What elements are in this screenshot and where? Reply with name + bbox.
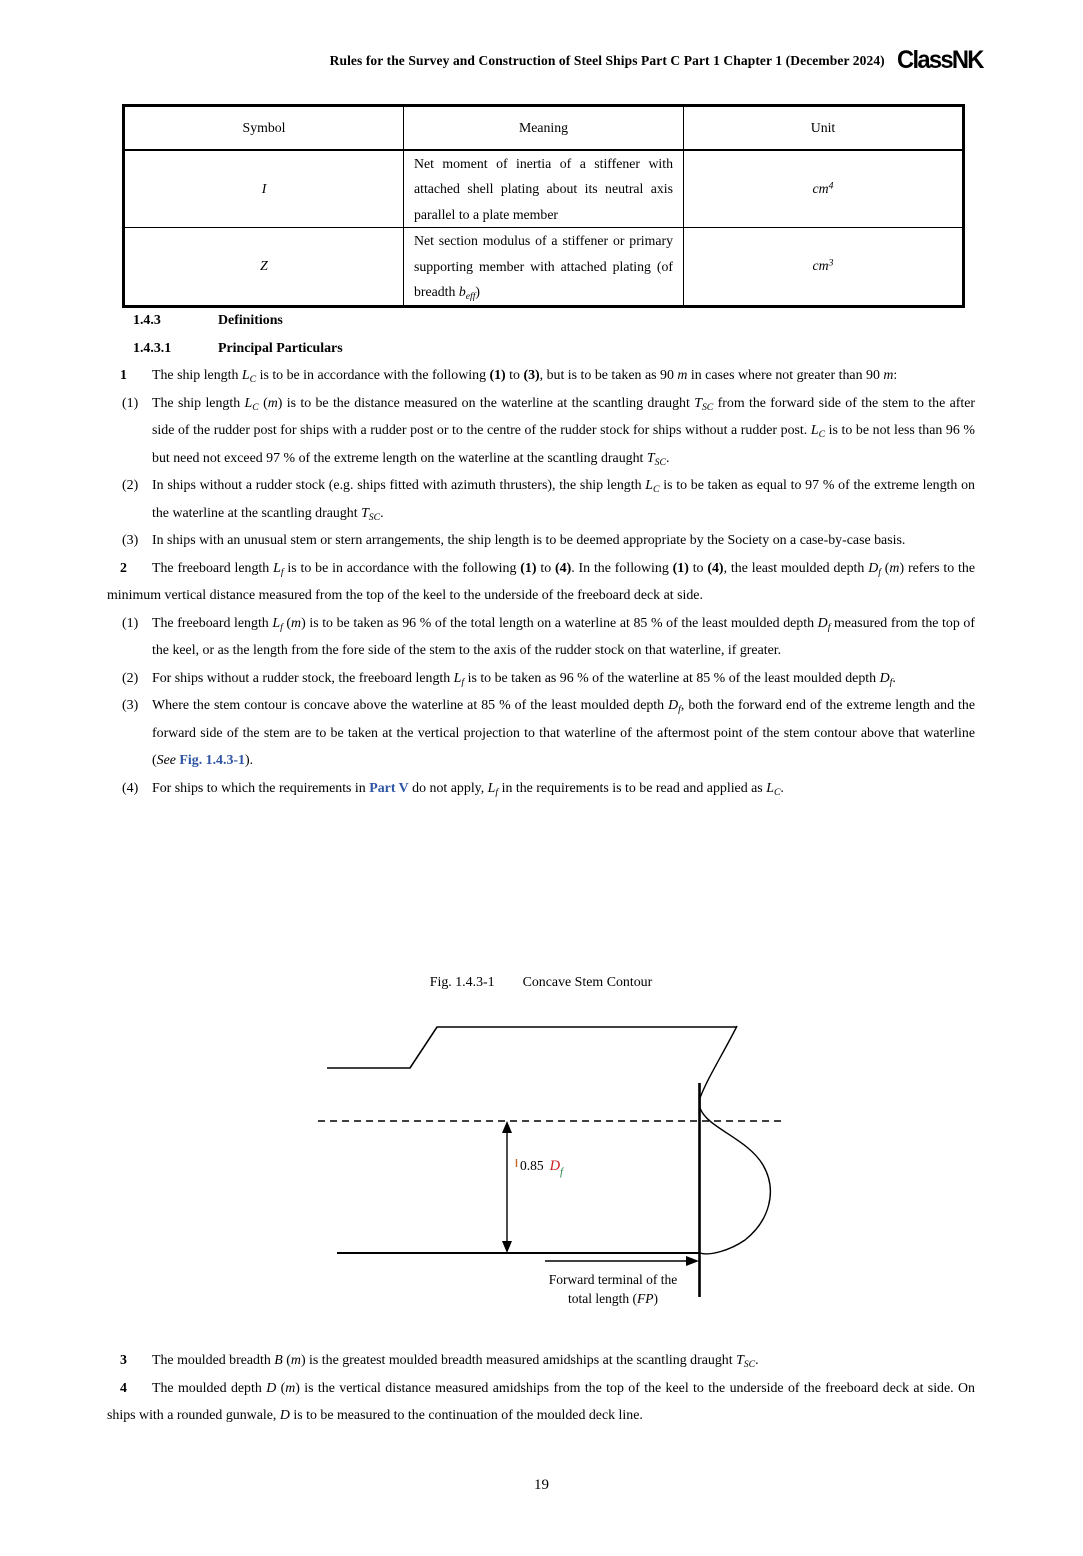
list-item-1-1: (1) The ship length $L_C$ (m) is to be the distance measured on the waterline at the scantling draught $T_{SC}$ from the forward side of the stem to the after side of the rudder post for ships with a rudder post or to the centre of the rudder stock for ships without a rudder post. $L_C$ is to be not less than 96 % but need not exceed 97 % of the extreme length on the waterline at the scantling draught $T_{SC}$. [107,390,975,473]
unit-cell: $cm^4$ [684,150,964,228]
list-item-2-2: (2) For ships without a rudder stock, the freeboard length $L_f$ is to be taken as 96 % of the waterline at 85 % of the least moulded depth $D_f$. [107,665,975,693]
main-text-block [107,307,975,802]
paragraph-4: 4 The moulded depth D (m) is the vertical distance measured amidships from the top of the keel to the underside of the freeboard deck at side. On ships with a rounded gunwale, D is to be measured to the continuation of the moulded deck line. [107,1375,975,1430]
symbols-table [122,104,965,308]
list-marker: (3) [122,533,139,548]
paragraph-2: 2 The freeboard length $L_f$ is to be in accordance with the following (1) to (4). In the following (1) to (4), the least moulded depth $D_f$ (m) refers to the minimum vertical distance measured from the top of the keel to the underside of the freeboard deck at side. [107,555,975,610]
symbol-cell: I [124,150,404,228]
list-marker: (1) [122,615,139,631]
cross-reference-link[interactable]: Part V [369,780,409,796]
page-header [0,46,987,75]
bottom-text-block [107,1347,975,1430]
stem-contour-curve [700,1026,770,1254]
list-item-2-3: (3) Where the stem contour is concave above the waterline at 85 % of the least moulded depth $D_f$, both the forward end of the extreme length and the forward side of the stem are to be taken at the vertical projection to that waterline of the aftermost point of the stem contour above that waterline (See Fig. 1.4.3-1). [107,692,975,775]
list-item-2-1: (1) The freeboard length $L_f$ (m) is to be taken as 96 % of the total length on a waterline at 85 % of the least moulded depth $D_f$ measured from the top of the keel, or as the length from the fore side of the stem to the axis of the rudder stock on that waterline, if greater. [107,610,975,665]
ship-deck-outline [327,1027,737,1068]
paragraph-3: 3 The moulded breadth B (m) is the greatest moulded breadth measured amidships at the scantling draught $T_{SC}$. [107,1347,975,1375]
paragraph-number: 4 [120,1380,127,1396]
column-header-symbol: Symbol [124,106,404,150]
table-header-row [124,106,964,150]
section-number: 1.4.3.1 [133,340,172,356]
list-marker: (4) [122,780,139,796]
column-header-unit: Unit [684,106,964,150]
figure-caption [107,975,975,991]
section-number: 1.4.3 [133,313,161,328]
page-number: 19 [534,1477,549,1493]
meaning-cell: Net section modulus of a stiffener or primary supporting member with attached plating (of breadth $b_{eff}$) [404,228,684,307]
fp-pointer-arrow [545,1256,699,1266]
depth-label: 0.85 $D_f$ [520,1158,563,1178]
section-title: Definitions [218,313,283,328]
list-item-1-2: (2) In ships without a rudder stock (e.g. ships fitted with azimuth thrusters), the ship length $L_C$ is to be taken as equal to 97 % of the extreme length on the waterline at the scantling draught $T_{SC}$. [107,472,975,527]
header-title: Rules for the Survey and Construction of Steel Ships Part C Part 1 Chapter 1 (December 2024) [329,52,885,68]
table-row [124,228,964,307]
figure-caption-label: Fig. 1.4.3-1 [429,975,495,990]
depth-dimension-arrow [502,1121,512,1253]
paragraph-number: 1 [120,368,127,383]
list-marker: (1) [122,395,139,411]
table-row [124,150,964,228]
list-item-1-3: (3) In ships with an unusual stem or stern arrangements, the ship length is to be deemed appropriate by the Society on a case-by-case basis. [107,527,975,555]
paragraph-number: 3 [120,1353,127,1368]
section-title: Principal Particulars [218,340,343,356]
paragraph-1: 1 The ship length $L_C$ is to be in accordance with the following (1) to (3), but is to be taken as 90 m in cases where not greater than 90 m: [107,362,975,390]
unit-cell: $cm^3$ [684,228,964,307]
list-marker: (2) [122,478,139,493]
classnk-logo: ClassNK [896,46,983,74]
list-item-2-4: (4) For ships to which the requirements in Part V do not apply, $L_f$ in the requirements is to be read and applied as $L_C$. [107,775,975,803]
section-heading-1-4-3-1 [107,335,975,363]
cross-reference-link[interactable]: Fig. 1.4.3-1 [179,753,245,768]
column-header-meaning: Meaning [404,106,684,150]
list-marker: (2) [122,670,139,686]
paragraph-number: 2 [120,560,127,576]
fp-label-line2: total length (FP) [568,1291,658,1306]
section-heading-1-4-3 [107,307,975,335]
meaning-cell: Net moment of inertia of a stiffener with attached shell plating about its neutral axis parallel to a plate member [404,150,684,228]
fp-label-line1: Forward terminal of the [548,1272,678,1287]
list-marker: (3) [122,698,139,713]
figure-caption-title: Concave Stem Contour [522,975,653,990]
symbol-cell: Z [124,228,404,307]
stem-contour-diagram [310,1018,790,1310]
